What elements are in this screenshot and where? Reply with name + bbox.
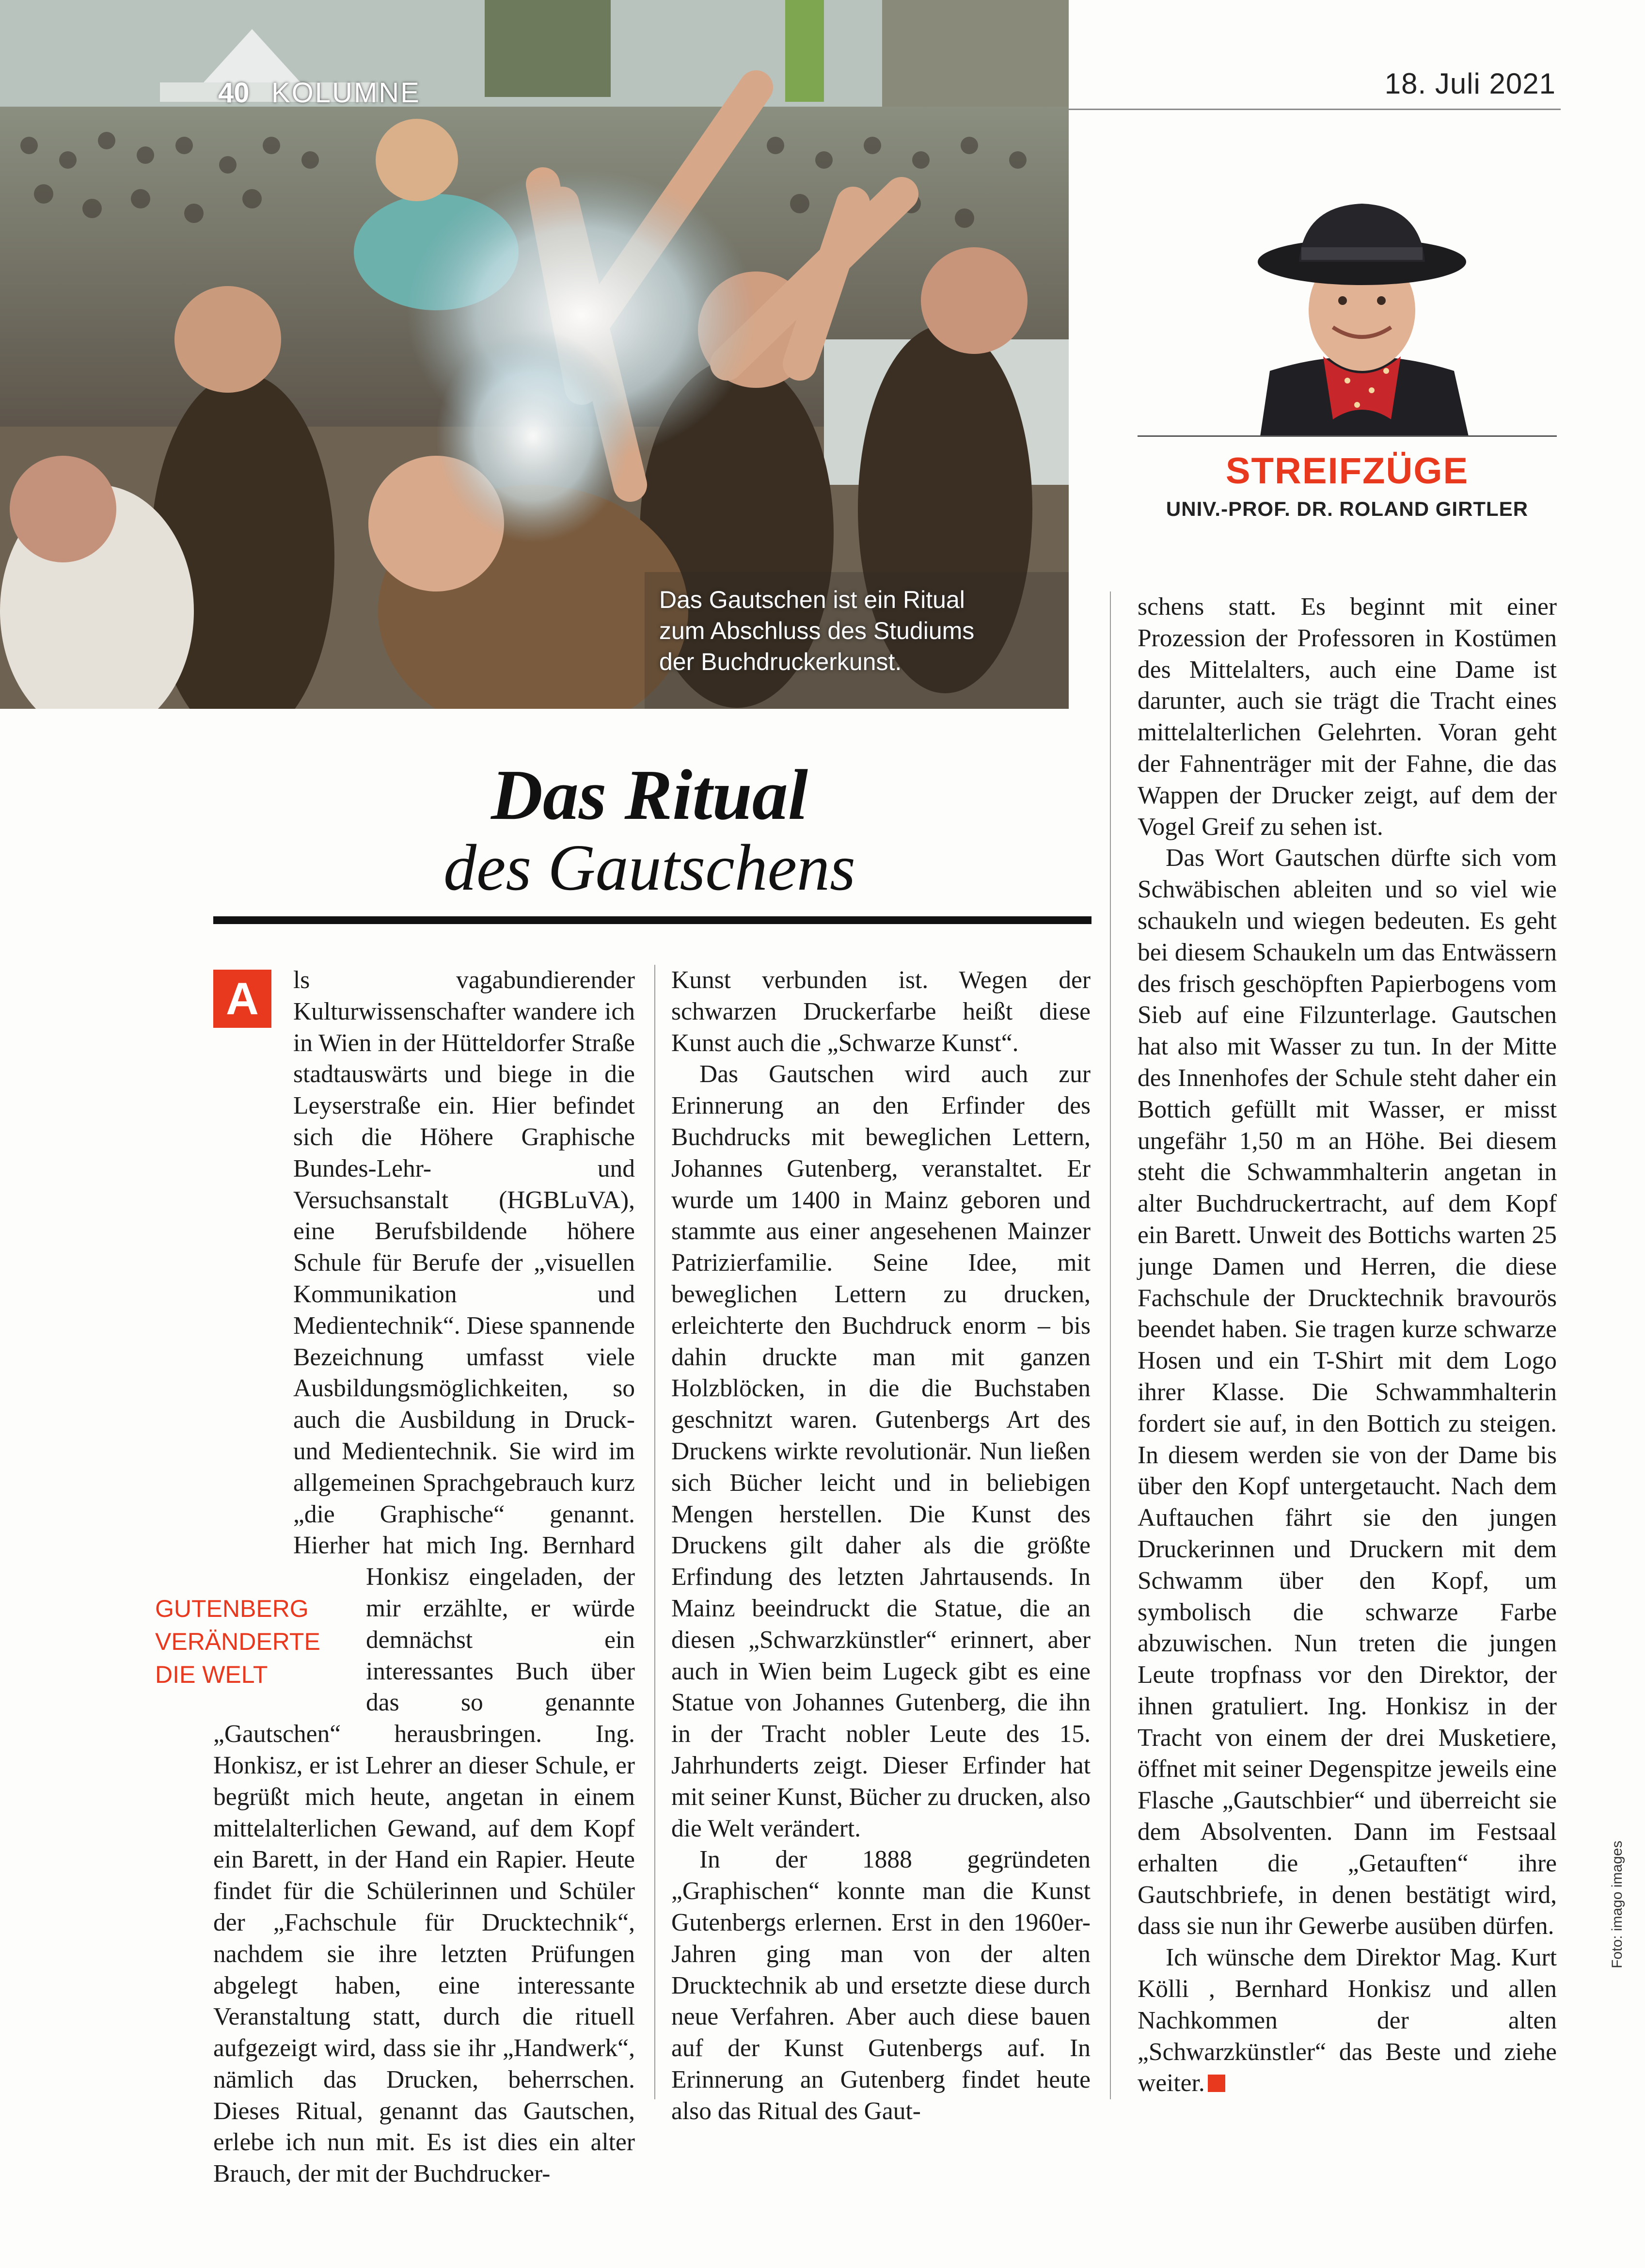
article-column-3 [1138,591,1557,2104]
article-paragraph: Das Wort Gautschen dürfte sich vom Schwäbischen ableiten und so viel wie schaukeln und wiegen bedeuten. Es geht bei diesem Schaukeln um das Entwässern des frisch geschöpften Papierbogens vom Sieb auf eine Filzunterlage. Gautschen hat also mit Wasser zu tun. In der Mitte des Innenhofes der Schule steht daher ein Bottich gefüllt mit Wasser, er misst ungefähr 1,50 m an Höhe. Bei diesem steht die Schwammhalterin angetan in alter Buchdruckertracht, auf dem Kopf ein Barett. Unweit des Bottichs warten 25 junge Damen und Herren, die diese Fachschule der Drucktechnik bravourös beendet haben. Sie tragen kurze schwarze Hosen und ein T-Shirt mit dem Logo ihrer Klasse. Die Schwammhalterin fordert sie auf, in den Bottich zu steigen. In diesem werden sie von der Dame bis über den Kopf untergetaucht. Nach dem Auftauchen fährt sie den jungen Druckerinnen und Druckern mit dem Schwamm über den Kopf, um symbolisch die schwarze Farbe abzuwischen. Nun treten die jungen Leute tropfnass vor den Direktor, der ihnen gratuliert. Ing. Honkisz in der Tracht von einem der drei Musketiere, öffnet mit seiner Degenspitze jeweils eine Flasche „Gautschbier“ und überreicht sie dem Absolventen. Dann im Festsaal erhalten die „Getauften“ ihre Gautschbriefe, in denen bestätigt wird, dass sie nun ihr Gewerbe ausüben dürfen. [1138,844,1557,1940]
article-column-2 [671,965,1091,2125]
final-paragraph-text: Ich wünsche dem Direktor Mag. Kurt Kölli , Bernhard Honkisz und allen Nachkommen der alten „Schwarzkünstler“ das Beste und ziehe weiter. [1138,1944,1557,2097]
red-square-end-mark-icon [1208,2075,1225,2092]
column-author: UNIV.-PROF. DR. ROLAND GIRTLER [1166,497,1529,520]
article-paragraph: ls vagabundierender Kulturwissenschafter wandere ich in Wien in der Hütteldorfer Straße stadtauswärts und biege in die Leyserstraße ein. Hier befindet sich die Höhere Graphische Bundes-Lehr- und Versuchsanstalt (HGBLuVA), eine Berufsbildende höhere Schule für Berufe der „visuellen Kommunikation und Medientechnik“. Diese spannende Bezeichnung umfasst viele Ausbildungsmöglichkeiten, so auch die Ausbildung in Druck- und Medientechnik. Sie wird im allgemeinen Sprachgebrauch kurz „die Graphische“ genannt. Hierher hat mich Ing. Bernhard Honkisz eingeladen, der mir erzählte, er würde demnächst ein interessantes Buch über das so genannte „Gautschen“ herausbringen. Ing. Honkisz, er ist Lehrer an dieser Schule, er begrüßt mich heute, angetan in einem mittelalterlichen Gewand, auf dem Kopf ein Barett, in der Hand ein Rapier. Heute findet für die Schülerinnen und Schüler der „Fachschule für Drucktechnik“, nachdem sie ihre letzten Prüfungen abgelegt haben, eine interessante Veranstaltung statt, durch die rituell aufgezeigt wird, dass sie ihr „Handwerk“, nämlich das Drucken, beherrschen. Dieses Ritual, genannt das Gautschen, erlebe ich nun mit. Es ist dies ein alter Brauch, der mit der Buchdrucker- [213,966,635,2188]
section-label: KOLUMNE [271,77,421,109]
drop-cap: A [213,970,271,1028]
page-number: 40 [218,77,250,109]
article-paragraph-final [1138,1942,1557,2099]
photo-caption: Das Gautschen ist ein Ritual zum Abschluss des Studiums der Buchdruckerkunst. [659,586,975,675]
author-rule [1138,435,1557,437]
article-paragraph: schens statt. Es beginnt mit einer Prozession der Professoren in Kostümen des Mittelalters, auch eine Dame ist darunter, auch sie trägt die Tracht eines mittelalterlichen Gelehrten. Voran geht der Fahnenträger mit der Fahne, die das Wappen der Drucker zeigt, auf dem der Vogel Greif zu sehen ist. [1138,593,1557,841]
article-paragraph: Kunst verbunden ist. Wegen der schwarzen Druckerfarbe heißt diese Kunst auch die „Schwarze Kunst“. [671,966,1091,1057]
headline-line2: des Gautschens [443,831,855,904]
article-paragraph: In der 1888 gegründeten „Graphischen“ konnte man die Kunst Gutenbergs erlernen. Erst in den 1960er-Jahren ging man von der alten Drucktechnik ab und ersetzte diese durch neue Verfahren. Aber auch diese bauen auf der Kunst Gutenbergs auf. In Erinnerung an Gutenberg findet heute also das Ritual des Gaut- [671,1846,1091,2125]
page-date: 18. Juli 2021 [1384,67,1556,100]
article-column-1 [155,965,635,2188]
photo-credit: Foto: imago images [1609,1840,1625,1968]
column-divider [1110,591,1111,2099]
column-divider [654,965,655,2099]
headline-rule [213,916,1091,924]
pull-quote: GUTENBERG VERÄNDERTE DIE WELT [155,1595,320,1688]
headline-line1: Das Ritual [491,755,808,835]
author-portrait [1241,196,1483,436]
article-paragraph: Das Gautschen wird auch zur Erinnerung an den Erfinder des Buchdrucks mit beweglichen Lettern, Johannes Gutenberg, veranstaltet. Er wurde um 1400 in Mainz geboren und stammte aus einer angesehenen Mainzer Patrizierfamilie. Seine Idee, mit beweglichen Lettern zu drucken, erleichterte den Buchdruck enorm – bis dahin druckte man mit ganzen Holzblöcken, in die die Buchstaben geschnitzt waren. Gutenbergs Art des Druckens wirkte revolutionär. Nun ließen sich Bücher leicht und in beliebigen Mengen herstellen. Die Kunst des Druckens gilt daher als die größte Erfindung des letzten Jahrtausends. In Mainz beeindruckt die Statue, die an diesen „Schwarzkünstler“ erinnert, aber auch in Wien beim Lugeck gibt es eine Statue von Johannes Gutenberg, die ihn in der Tracht nobler Leute des 15. Jahrhunderts zeigt. Dieser Erfinder hat mit seiner Kunst, Bücher zu drucken, also die Welt verändert. [671,1060,1091,1842]
author-portrait-illustration [1241,196,1483,436]
column-name: STREIFZÜGE [1225,450,1469,492]
